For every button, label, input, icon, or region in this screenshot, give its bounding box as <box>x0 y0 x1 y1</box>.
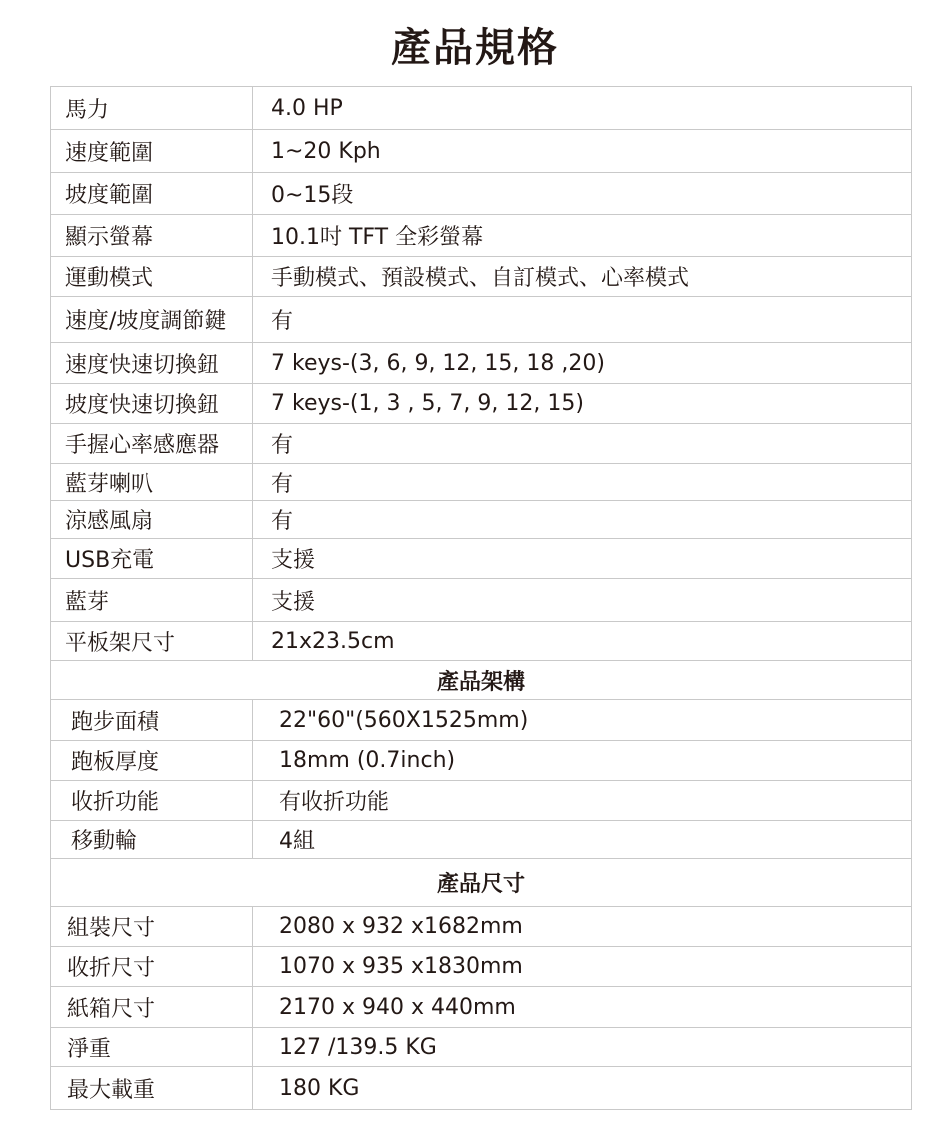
spec-row-usb-charging <box>51 539 911 579</box>
spec-value: 支援 <box>271 548 316 573</box>
dimension-value: 1070 x 935 x1830mm <box>279 954 523 979</box>
structure-label: 跑步面積 <box>51 700 253 740</box>
spec-value: 4.0 HP <box>271 95 343 121</box>
spec-value: 有 <box>271 509 294 534</box>
spec-label: 涼感風扇 <box>51 501 253 538</box>
spec-label: 顯示螢幕 <box>51 215 253 256</box>
dimension-label: 最大載重 <box>51 1067 253 1109</box>
structure-row-deck-thickness <box>51 741 911 781</box>
spec-label: 速度/坡度調節鍵 <box>51 297 253 342</box>
spec-row-incline-quick-keys <box>51 384 911 424</box>
dimension-row-max-load <box>51 1067 911 1110</box>
dimension-row-assembled <box>51 907 911 947</box>
spec-row-horsepower <box>51 87 911 130</box>
structure-value: 4組 <box>279 829 315 854</box>
spec-label: 坡度快速切換鈕 <box>51 384 253 423</box>
spec-value: 21x23.5cm <box>271 628 395 654</box>
spec-row-bluetooth-speaker <box>51 464 911 501</box>
structure-value: 18mm (0.7inch) <box>279 748 456 773</box>
spec-row-hand-pulse <box>51 424 911 464</box>
spec-value: 支援 <box>271 589 316 615</box>
section-header-structure: 產品架構 <box>51 661 911 700</box>
page-title: 產品規格 <box>391 25 559 71</box>
spec-value: 0~15段 <box>271 183 354 208</box>
spec-row-workout-modes <box>51 257 911 297</box>
structure-row-wheels <box>51 821 911 859</box>
dimension-label: 淨重 <box>51 1028 253 1066</box>
dimension-row-carton <box>51 987 911 1028</box>
spec-value: 7 keys-(1, 3 , 5, 7, 9, 12, 15) <box>271 391 584 416</box>
spec-label: 馬力 <box>51 87 253 129</box>
dimension-label: 組裝尺寸 <box>51 907 253 946</box>
spec-row-bluetooth <box>51 579 911 622</box>
spec-row-tablet-holder <box>51 622 911 661</box>
spec-row-display <box>51 215 911 257</box>
spec-value: 有 <box>271 471 294 497</box>
spec-label: 速度快速切換鈕 <box>51 343 253 383</box>
spec-table <box>50 86 912 1110</box>
structure-label: 收折功能 <box>51 781 253 820</box>
dimension-value: 2080 x 932 x1682mm <box>279 914 523 939</box>
spec-value: 7 keys-(3, 6, 9, 12, 15, 18 ,20) <box>271 350 605 376</box>
spec-value: 10.1吋 TFT 全彩螢幕 <box>271 225 484 250</box>
structure-label: 移動輪 <box>51 821 253 858</box>
spec-value: 有 <box>271 433 294 458</box>
spec-label: 藍芽喇叭 <box>51 464 253 500</box>
dimension-value: 180 KG <box>279 1075 360 1101</box>
spec-row-speed-incline-keys <box>51 297 911 343</box>
spec-label: 運動模式 <box>51 257 253 296</box>
spec-label: 坡度範圍 <box>51 173 253 214</box>
spec-label: 藍芽 <box>51 579 253 621</box>
dimension-row-net-weight <box>51 1028 911 1067</box>
structure-row-folding <box>51 781 911 821</box>
spec-value: 1~20 Kph <box>271 138 381 164</box>
structure-label: 跑板厚度 <box>51 741 253 780</box>
spec-value: 有 <box>271 309 294 334</box>
dimension-label: 紙箱尺寸 <box>51 987 253 1027</box>
spec-label: 平板架尺寸 <box>51 622 253 660</box>
dimension-label: 收折尺寸 <box>51 947 253 986</box>
spec-label: 速度範圍 <box>51 130 253 172</box>
spec-value: 手動模式、預設模式、自訂模式、心率模式 <box>271 266 690 291</box>
spec-row-cooling-fan <box>51 501 911 539</box>
dimension-row-folded <box>51 947 911 987</box>
spec-label: USB充電 <box>51 539 253 578</box>
dimension-value: 2170 x 940 x 440mm <box>279 994 516 1020</box>
spec-row-incline-range <box>51 173 911 215</box>
structure-value: 22"60"(560X1525mm) <box>279 707 529 733</box>
section-header-dimensions: 產品尺寸 <box>51 859 911 907</box>
structure-value: 有收折功能 <box>279 790 390 815</box>
spec-row-speed-range <box>51 130 911 173</box>
spec-row-speed-quick-keys <box>51 343 911 384</box>
spec-label: 手握心率感應器 <box>51 424 253 463</box>
dimension-value: 127 /139.5 KG <box>279 1034 437 1060</box>
structure-row-running-area <box>51 700 911 741</box>
